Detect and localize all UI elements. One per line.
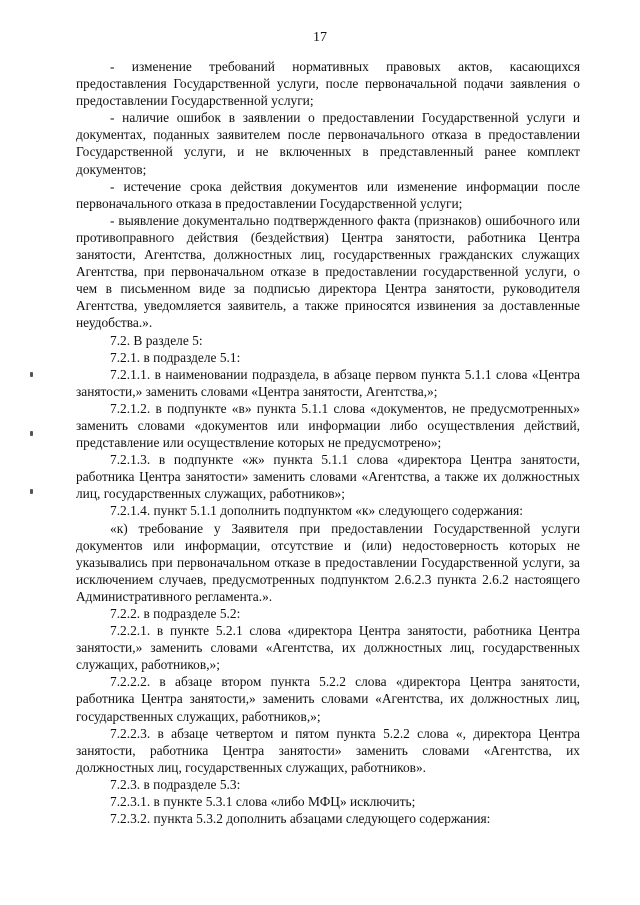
paragraph-2: - наличие ошибок в заявлении о предоставлении Государственной услуги и документах, поданных заявителем после первоначального отказа в предоставлении Государственной услуги, и не включенных в представленный ранее комплект документов; — [76, 110, 580, 177]
paragraph-4: - выявление документально подтвержденного факта (признаков) ошибочного или противоправного действия (бездействия) Центра занятости, работника Центра занятости, Агентства, должностных лиц, государственных гражданских служащих Агентства, при первоначальном отказе в предоставлении государственной услуги, о чем в письменном виде за подписью директора Центра занятости, руководителя Агентства, уведомляется заявитель, а также приносятся извинения за доставленные неудобства.». — [76, 212, 580, 331]
paragraph-14: 7.2.2.2. в абзаце втором пункта 5.2.2 слова «директора Центра занятости, работника Центра занятости,» заменить словами «Агентства, их должностных лиц, государственных служащих, работников,»; — [76, 674, 580, 724]
paragraph-10: 7.2.1.4. пункт 5.1.1 дополнить подпунктом «к» следующего содержания: — [110, 503, 524, 519]
paragraph-11: «к) требование у Заявителя при предоставлении Государственной услуги документов или информации, отсутствие и (или) недостоверность которых не указывались при первоначальном отказе в предоставлении Государственной услуги, за исключением случаев, предусмотренных подпунктом 2.6.2.3 пункта 2.6.2 настоящего Административного регламента.». — [76, 520, 580, 604]
margin-mark — [30, 489, 33, 494]
paragraph-6: 7.2.1. в подразделе 5.1: — [110, 349, 241, 365]
margin-mark — [30, 372, 33, 377]
paragraph-5: 7.2. В разделе 5: — [110, 332, 203, 348]
paragraph-7: 7.2.1.1. в наименовании подраздела, в абзаце первом пункта 5.1.1 слова «Центра занятости,» заменить словами «Центра занятости, Агентства,»; — [76, 366, 580, 399]
paragraph-8: 7.2.1.2. в подпункте «в» пункта 5.1.1 слова «документов, не предусмотренных» заменить словами «документов или информации либо осуществления действий, представление или осуществление которых не предусмотрено»; — [76, 400, 580, 451]
paragraph-1: - изменение требований нормативных правовых актов, касающихся предоставления Государственной услуги, после первоначальной подачи заявления о предоставлении Государственной услуги; — [76, 59, 580, 109]
paragraph-17: 7.2.3.1. в пункте 5.3.1 слова «либо МФЦ» исключить; — [110, 794, 416, 810]
margin-mark — [30, 431, 33, 436]
paragraph-18: 7.2.3.2. пункта 5.3.2 дополнить абзацами следующего содержания: — [110, 811, 491, 827]
paragraph-15: 7.2.2.3. в абзаце четвертом и пятом пункта 5.2.2 слова «, директора Центра занятости, работника Центра занятости» заменить словами «Агентства, их должностных лиц, государственных служащих, работников». — [76, 725, 580, 775]
paragraph-3: - истечение срока действия документов или изменение информации после первоначального отказа в предоставлении Государственной услуги; — [76, 178, 580, 211]
paragraph-9: 7.2.1.3. в подпункте «ж» пункта 5.1.1 слова «директора Центра занятости, работника Центра занятости» заменить словами «Агентства, а также их должностных лиц, государственных служащих, работников»; — [76, 452, 580, 502]
paragraph-16: 7.2.3. в подразделе 5.3: — [110, 776, 241, 792]
paragraph-12: 7.2.2. в подразделе 5.2: — [110, 606, 241, 621]
page-number: 17 — [313, 30, 327, 45]
paragraph-13: 7.2.2.1. в пункте 5.2.1 слова «директора Центра занятости, работника Центра занятости,» заменить словами «Агентства, их должностных лиц, государственных служащих, работников,»; — [76, 623, 580, 673]
document-body — [76, 58, 580, 827]
